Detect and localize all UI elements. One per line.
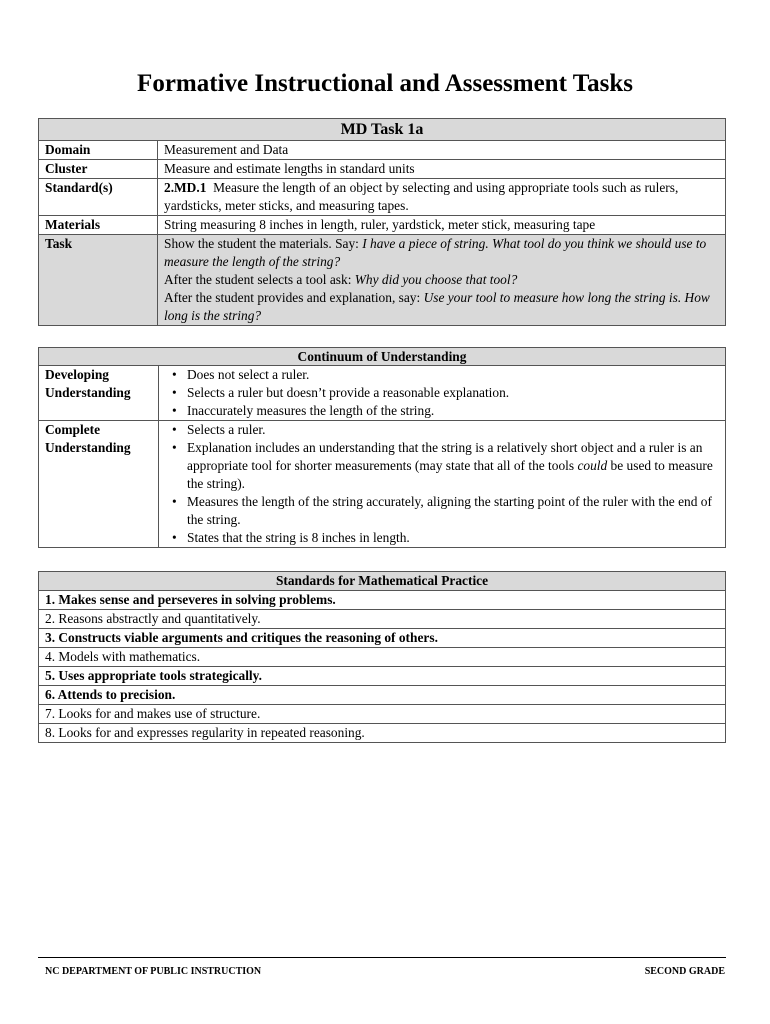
developing-label: Developing Understanding (39, 366, 159, 421)
standard-row (39, 179, 726, 216)
developing-row (39, 366, 726, 421)
list-item: • Selects a ruler. (187, 421, 719, 439)
developing-criteria (159, 366, 726, 421)
standard-code: 2.MD.1 (164, 180, 207, 195)
materials-value: String measuring 8 inches in length, ruler, yardstick, meter stick, measuring tape (158, 216, 726, 235)
practice-item: 7. Looks for and makes use of structure. (39, 705, 726, 724)
footer-department: NC DEPARTMENT OF PUBLIC INSTRUCTION (45, 966, 262, 977)
domain-value: Measurement and Data (158, 141, 726, 160)
complete-criteria (159, 421, 726, 548)
page-title: Formative Instructional and Assessment Tasks (137, 70, 633, 97)
cluster-value: Measure and estimate lengths in standard units (158, 160, 726, 179)
list-item: • Selects a ruler but doesn’t provide a reasonable explanation. (187, 384, 719, 402)
cluster-row (39, 160, 726, 179)
standard-value (158, 179, 726, 216)
list-item: • Explanation includes an understanding that the string is a relatively short object and a ruler is an appropriate tool for shorter measurements (may state that all of the tools could be used to measure the string). (187, 439, 719, 493)
list-item: • Does not select a ruler. (187, 366, 719, 384)
standard-text: Measure the length of an object by selecting and using appropriate tools such as rulers, yardsticks, meter sticks, and measuring tapes. (164, 180, 679, 213)
cluster-label: Cluster (39, 160, 158, 179)
practice-item: 2. Reasons abstractly and quantitatively. (39, 610, 726, 629)
practice-item: 6. Attends to precision. (39, 686, 726, 705)
task-step-3: After the student provides and explanation, say: Use your tool to measure how long the string is. How long is the string? (164, 290, 710, 323)
task-header: MD Task 1a (39, 119, 726, 141)
list-item: • Measures the length of the string accurately, aligning the starting point of the ruler with the end of the string. (187, 493, 719, 529)
complete-label: Complete Understanding (39, 421, 159, 548)
task-instructions (158, 235, 726, 326)
continuum-header: Continuum of Understanding (39, 348, 726, 366)
list-item: • Inaccurately measures the length of the string. (187, 402, 719, 420)
task-step-2: After the student selects a tool ask: Why did you choose that tool? (164, 272, 518, 287)
practice-item: 1. Makes sense and perseveres in solving problems. (39, 591, 726, 610)
materials-label: Materials (39, 216, 158, 235)
practice-item: 5. Uses appropriate tools strategically. (39, 667, 726, 686)
task-label: Task (39, 235, 158, 326)
complete-row (39, 421, 726, 548)
task-row (39, 235, 726, 326)
practices-table (38, 571, 726, 743)
practices-header: Standards for Mathematical Practice (39, 572, 726, 591)
domain-row (39, 141, 726, 160)
materials-row (39, 216, 726, 235)
practice-item: 8. Looks for and expresses regularity in repeated reasoning. (39, 724, 726, 743)
footer-grade: SECOND GRADE (644, 966, 725, 977)
continuum-table (38, 347, 726, 548)
practice-item: 3. Constructs viable arguments and critiques the reasoning of others. (39, 629, 726, 648)
list-item: • States that the string is 8 inches in length. (187, 529, 719, 547)
practice-item: 4. Models with mathematics. (39, 648, 726, 667)
task-table (38, 118, 726, 326)
footer-divider (38, 957, 726, 958)
task-step-1: Show the student the materials. Say: I have a piece of string. What tool do you think we should use to measure the length of the string? (164, 236, 707, 269)
standard-label: Standard(s) (39, 179, 158, 216)
domain-label: Domain (39, 141, 158, 160)
